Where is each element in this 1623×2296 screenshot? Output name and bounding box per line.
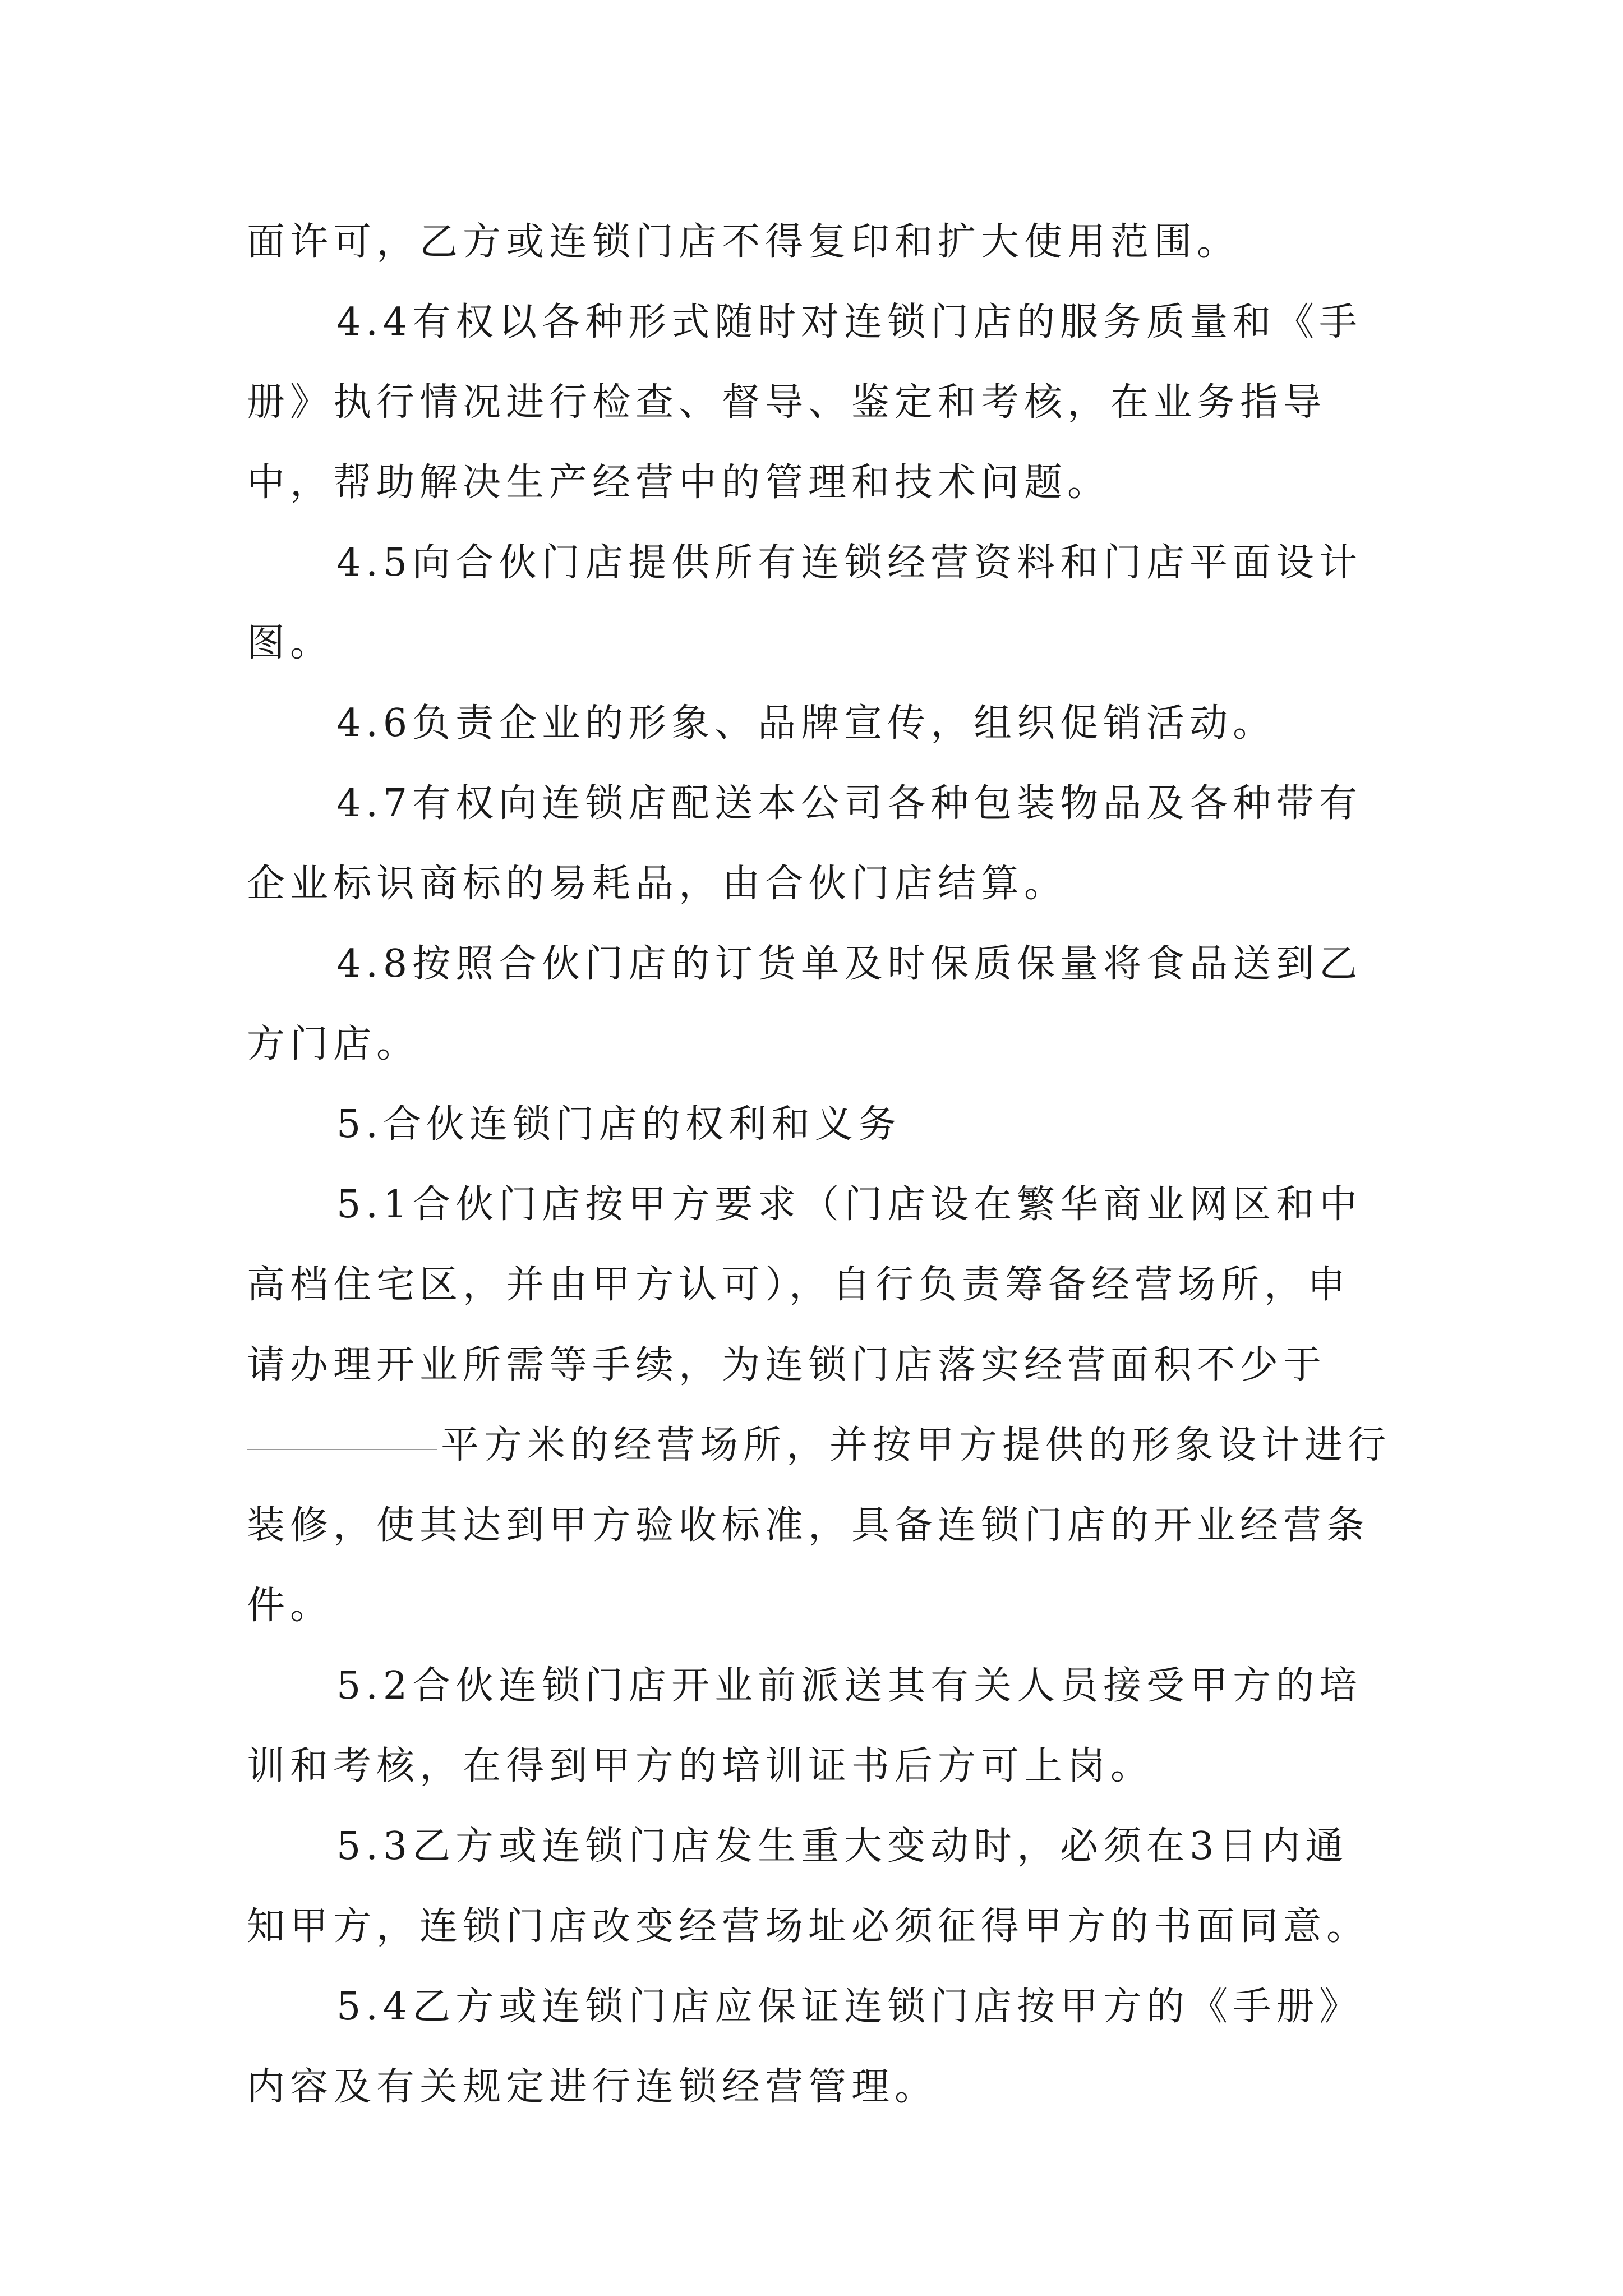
- fill-in-blank-area: [247, 1448, 437, 1450]
- paragraph-5-2: 5.2合伙连锁门店开业前派送其有关人员接受甲方的培训和考核，在得到甲方的培训证书后方可上岗。: [247, 1664, 1363, 1788]
- document-page: [247, 202, 1391, 2127]
- paragraph-5-1-part-1: 5.1合伙门店按甲方要求（门店设在繁华商业网区和中高档住宅区，并由甲方认可），自行负责筹备经营场所，申请办理开业所需等手续，为连锁门店落实经营面积不少于: [247, 1182, 1363, 1387]
- section-heading-5: 5.合伙连锁门店的权利和义务: [336, 1102, 901, 1147]
- paragraph-continuation: 面许可，乙方或连锁门店不得复印和扩大使用范围。: [247, 220, 1241, 264]
- paragraph-5-1: [247, 1165, 1391, 1646]
- paragraph-4-8: 4.8按照合伙门店的订货单及时保质保量将食品送到乙方门店。: [247, 942, 1363, 1066]
- paragraph-4-4: 4.4有权以各种形式随时对连锁门店的服务质量和《手册》执行情况进行检查、督导、鉴定和考核，在业务指导中，帮助解决生产经营中的管理和技术问题。: [247, 300, 1363, 505]
- paragraph-5-1-part-2: 平方米的经营场所，并按甲方提供的形象设计进行装修，使其达到甲方验收标准，具备连锁门店的开业经营条件。: [247, 1423, 1391, 1628]
- paragraph-5-4: 5.4乙方或连锁门店应保证连锁门店按甲方的《手册》内容及有关规定进行连锁经营管理。: [247, 1985, 1363, 2109]
- paragraph-4-6: 4.6负责企业的形象、品牌宣传，组织促销活动。: [336, 701, 1276, 746]
- paragraph-5-3: 5.3乙方或连锁门店发生重大变动时，必须在3日内通知甲方，连锁门店改变经营场址必须征得甲方的书面同意。: [247, 1824, 1370, 1949]
- paragraph-4-5: 4.5向合伙门店提供所有连锁经营资料和门店平面设计图。: [247, 541, 1363, 665]
- paragraph-4-7: 4.7有权向连锁店配送本公司各种包装物品及各种带有企业标识商标的易耗品，由合伙门店结算。: [247, 781, 1363, 906]
